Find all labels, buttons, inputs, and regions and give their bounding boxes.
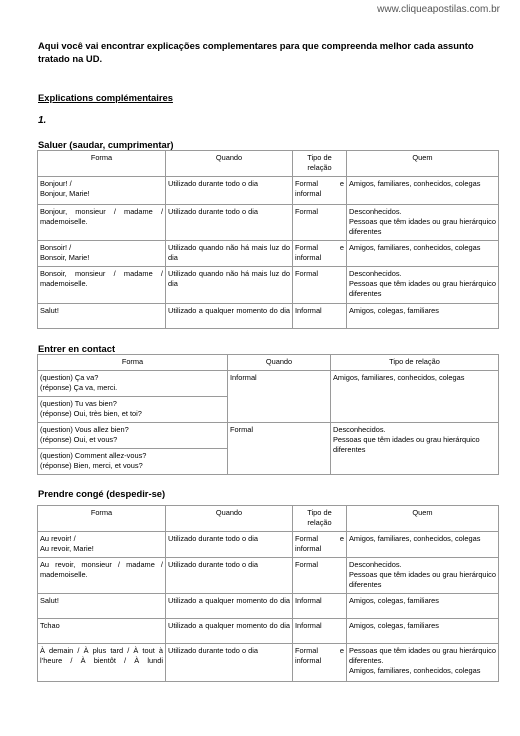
cell-forma: Bonsoir, monsieur / madame / mademoiselle. (38, 267, 166, 304)
table-saluer (37, 150, 499, 329)
cell-quando: Utilizado quando não há mais luz do dia (166, 267, 293, 304)
table-row (38, 241, 499, 267)
col-header-quem: Quem (347, 151, 499, 177)
col-header-quando: Quando (166, 506, 293, 532)
col-header-quando: Quando (166, 151, 293, 177)
cell-tipo: Formal (293, 558, 347, 594)
cell-forma: (question) Comment allez-vous? (réponse) Bien, merci, et vous? (38, 449, 228, 475)
cell-quem: Amigos, colegas, familiares (347, 619, 499, 644)
col-header-forma: Forma (38, 151, 166, 177)
cell-quando: Utilizado quando não há mais luz do dia (166, 241, 293, 267)
cell-quem: Amigos, familiares, conhecidos, colegas (347, 241, 499, 267)
table-row (38, 423, 499, 449)
cell-forma: Tchao (38, 619, 166, 644)
table-row (38, 177, 499, 205)
cell-quando: Utilizado durante todo o dia (166, 205, 293, 241)
table-row (38, 558, 499, 594)
cell-forma: Bonjour, monsieur / madame / mademoiselle. (38, 205, 166, 241)
cell-quem: Desconhecidos. Pessoas que têm idades ou grau hierárquico diferentes (347, 267, 499, 304)
heading-explications: Explications complémentaires (38, 92, 173, 103)
col-header-tipo: Tipo de relação (293, 151, 347, 177)
cell-forma: Au revoir! / Au revoir, Marie! (38, 532, 166, 558)
cell-forma: À demain / À plus tard / À tout à l’heure / À bientôt / À lundi (38, 644, 166, 682)
table-row (38, 304, 499, 329)
cell-quem: Amigos, colegas, familiares (347, 304, 499, 329)
cell-forma: Bonjour! / Bonjour, Marie! (38, 177, 166, 205)
cell-quem: Amigos, colegas, familiares (347, 594, 499, 619)
table-row (38, 267, 499, 304)
cell-quando: Utilizado durante todo o dia (166, 558, 293, 594)
cell-quando: Utilizado durante todo o dia (166, 177, 293, 205)
cell-tipo: Formal e informal (293, 241, 347, 267)
col-header-quem: Quem (347, 506, 499, 532)
cell-forma: Bonsoir! / Bonsoir, Marie! (38, 241, 166, 267)
intro-text: Aqui você vai encontrar explicações complementares para que compreenda melhor cada assunto tratado na UD. (38, 40, 474, 64)
table-row (38, 371, 499, 397)
cell-forma: Au revoir, monsieur / madame / mademoiselle. (38, 558, 166, 594)
cell-quando: Utilizado a qualquer momento do dia (166, 304, 293, 329)
table-row (38, 619, 499, 644)
col-header-tipo: Tipo de relação (293, 506, 347, 532)
cell-quando: Utilizado a qualquer momento do dia (166, 619, 293, 644)
cell-tipo: Informal (293, 304, 347, 329)
table-row (38, 594, 499, 619)
cell-forma: (question) Ça va? (réponse) Ça va, merci. (38, 371, 228, 397)
cell-quando: Informal (228, 371, 331, 423)
heading-number: 1. (38, 115, 47, 126)
table-prendre (37, 505, 499, 682)
cell-tipo: Formal (293, 267, 347, 304)
table-header-row (38, 151, 499, 177)
cell-quem: Amigos, familiares, conhecidos, colegas (347, 532, 499, 558)
cell-tipo: Formal e informal (293, 177, 347, 205)
table-entrer (37, 354, 499, 475)
table-header-row (38, 355, 499, 371)
section-title-entrer: Entrer en contact (38, 343, 116, 354)
watermark: www.cliqueapostilas.com.br (377, 4, 500, 15)
cell-tipo: Desconhecidos. Pessoas que têm idades ou grau hierárquico diferentes (331, 423, 499, 475)
section-title-prendre: Prendre congé (despedir-se) (38, 488, 166, 499)
col-header-quando: Quando (228, 355, 331, 371)
table-row (38, 532, 499, 558)
cell-quem: Amigos, familiares, conhecidos, colegas (347, 177, 499, 205)
cell-tipo: Amigos, familiares, conhecidos, colegas (331, 371, 499, 423)
cell-forma: (question) Vous allez bien? (réponse) Oui, et vous? (38, 423, 228, 449)
cell-forma: Salut! (38, 594, 166, 619)
col-header-forma: Forma (38, 355, 228, 371)
table-header-row (38, 506, 499, 532)
cell-forma: Salut! (38, 304, 166, 329)
cell-quem: Desconhecidos. Pessoas que têm idades ou grau hierárquico diferentes (347, 558, 499, 594)
col-header-forma: Forma (38, 506, 166, 532)
cell-quando: Formal (228, 423, 331, 475)
cell-forma: (question) Tu vas bien? (réponse) Oui, très bien, et toi? (38, 397, 228, 423)
table-row (38, 644, 499, 682)
cell-tipo: Informal (293, 594, 347, 619)
cell-tipo: Formal (293, 205, 347, 241)
cell-quando: Utilizado a qualquer momento do dia (166, 594, 293, 619)
cell-quem: Pessoas que têm idades ou grau hierárquico diferentes. Amigos, familiares, conhecidos, colegas (347, 644, 499, 682)
col-header-tipo: Tipo de relação (331, 355, 499, 371)
cell-quem: Desconhecidos. Pessoas que têm idades ou grau hierárquico diferentes (347, 205, 499, 241)
cell-tipo: Formal e informal (293, 644, 347, 682)
table-row (38, 205, 499, 241)
section-title-saluer: Saluer (saudar, cumprimentar) (38, 139, 174, 150)
cell-quando: Utilizado durante todo o dia (166, 532, 293, 558)
cell-tipo: Informal (293, 619, 347, 644)
cell-quando: Utilizado durante todo o dia (166, 644, 293, 682)
cell-tipo: Formal e informal (293, 532, 347, 558)
